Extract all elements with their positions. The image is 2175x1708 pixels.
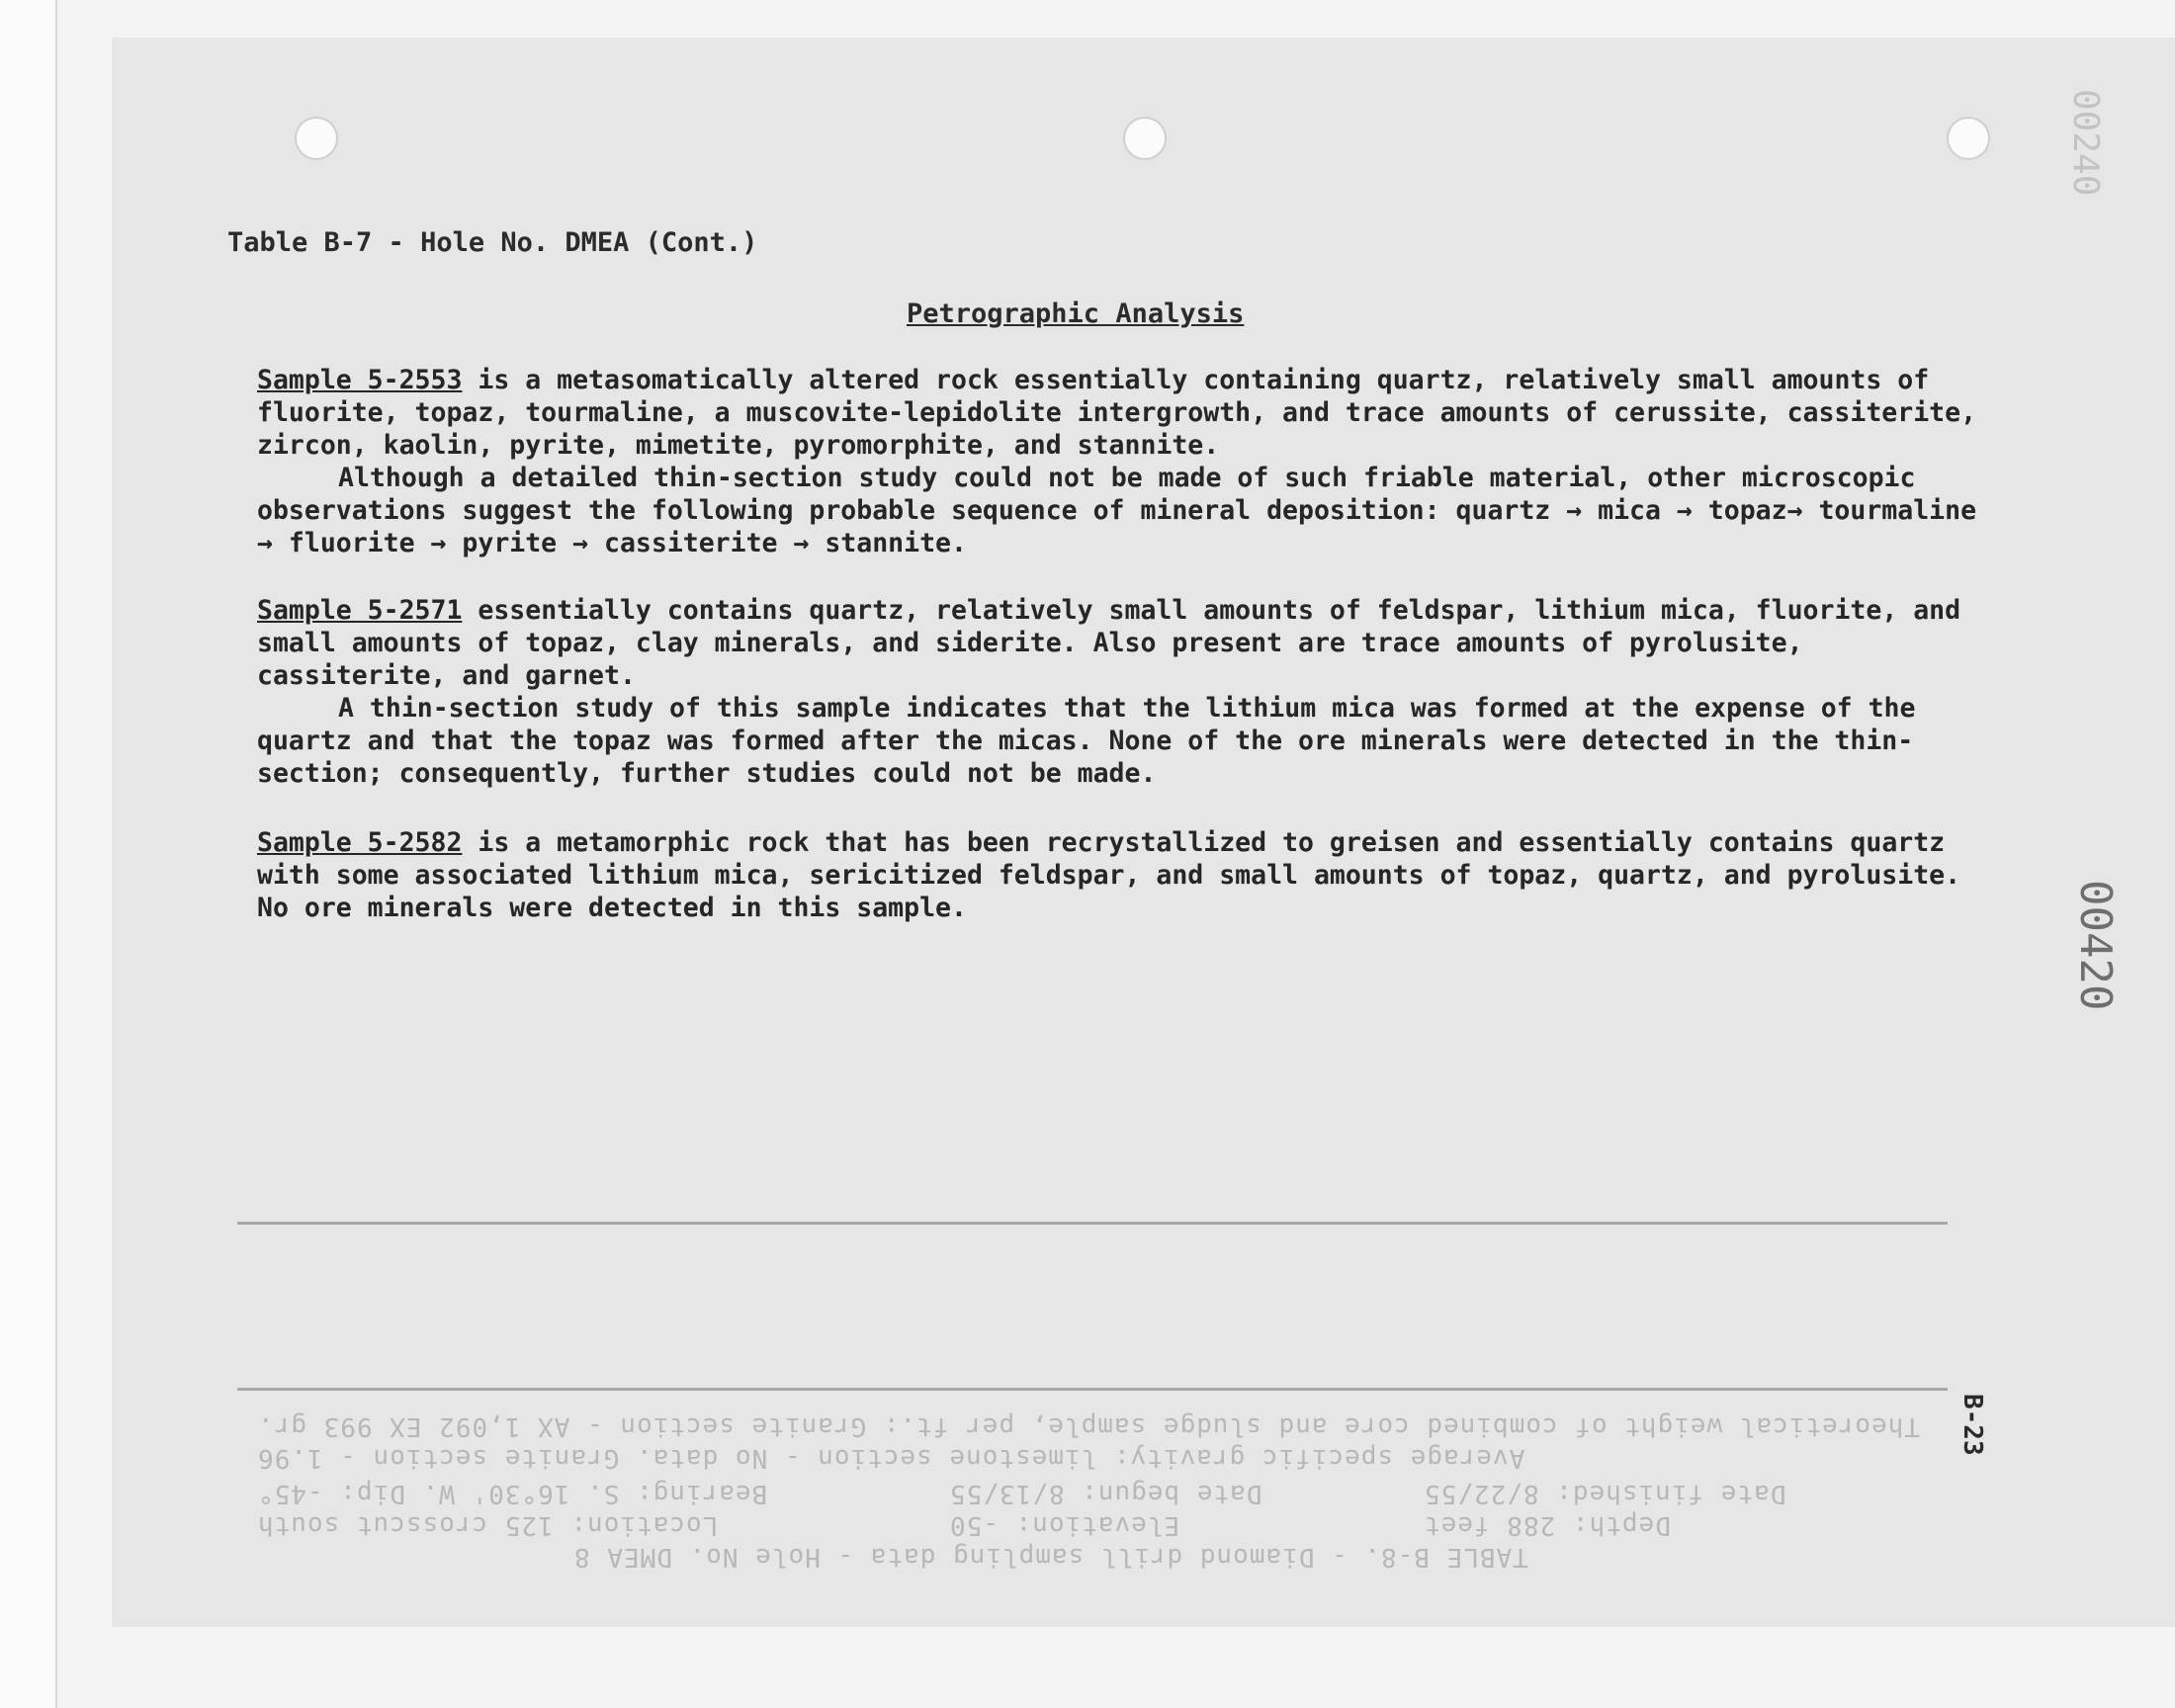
sample-id: Sample 5-2582	[257, 827, 463, 858]
sample-description: is a metamorphic rock that has been recrystallized to greisen and essentially contains quartz with some associated lithium mica, sericitized feldspar, and small amounts of topaz, quartz, and pyrolusite. No ore minerals were detected in this sample.	[257, 827, 1961, 923]
section-title: Petrographic Analysis	[907, 299, 1245, 329]
stamp-right: 00420	[2070, 880, 2121, 1011]
sample-description: essentially contains quartz, relatively small amounts of feldspar, lithium mica, fluorite, and small amounts of topaz, clay minerals, and siderite. Also present are trace amounts of pyrolusite, cassiterite, and garnet.	[257, 595, 1961, 691]
table-heading: Table B-7 - Hole No. DMEA (Cont.)	[227, 227, 758, 258]
ghost-rule-bottom	[237, 1388, 1948, 1391]
ghost-bearing: Bearing: S. 16°30' W. Dip: -45°	[257, 1479, 768, 1508]
punch-hole-left	[297, 119, 336, 158]
sample-paragraph-2	[257, 594, 1987, 790]
sample-paragraph-1	[257, 364, 1987, 559]
sample-id: Sample 5-2571	[257, 595, 463, 626]
ghost-date-finished: Date finished: 8/22/55	[1424, 1479, 1786, 1508]
stamp-top: 00240	[2065, 89, 2106, 197]
ghost-location: Location: 125 crosscut south	[257, 1510, 719, 1540]
sample-paragraph-3	[257, 826, 1987, 924]
sample-description: is a metasomatically altered rock essentially containing quartz, relatively small amounts of fluorite, topaz, tourmaline, a muscovite-lepidolite intergrowth, and trace amounts of cerussite, cassiterite, zircon, kaolin, pyrite, mimetite, pyromorphite, and stannite.	[257, 365, 1977, 461]
ghost-depth: Depth: 288 feet	[1424, 1510, 1671, 1540]
ghost-elevation: Elevation: -50	[949, 1510, 1180, 1540]
ghost-gravity: Average specific gravity: limestone section - No data. Granite section - 1.96	[257, 1443, 1525, 1473]
sample-note: A thin-section study of this sample indicates that the lithium mica was formed at the expense of the quartz and that the topaz was formed after the micas. None of the ore minerals were detected in the thin-section; consequently, further studies could not be made.	[257, 693, 1916, 789]
ghost-rule-top	[237, 1222, 1948, 1225]
scanner-edge	[0, 0, 57, 1708]
punch-hole-center	[1125, 119, 1165, 158]
sample-note: Although a detailed thin-section study could not be made of such friable material, other microscopic observations suggest the following probable sequence of mineral deposition: quartz → mica → topaz→ tourmaline → fluorite → pyrite → cassiterite → stannite.	[257, 463, 1977, 558]
sample-id: Sample 5-2553	[257, 365, 463, 395]
ghost-date-begun: Date begun: 8/13/55	[949, 1479, 1262, 1508]
punch-hole-right	[1949, 119, 1988, 158]
ghost-weight: Theoretical weight of combined core and sludge sample, per ft.: Granite section - AX 1,092 EX 993 gr.	[257, 1411, 1920, 1441]
page-number: B-23	[1958, 1394, 1987, 1456]
ghost-title: TABLE B-8. - Diamond drill sampling data - Hole No. DMEA 8	[573, 1542, 1528, 1572]
